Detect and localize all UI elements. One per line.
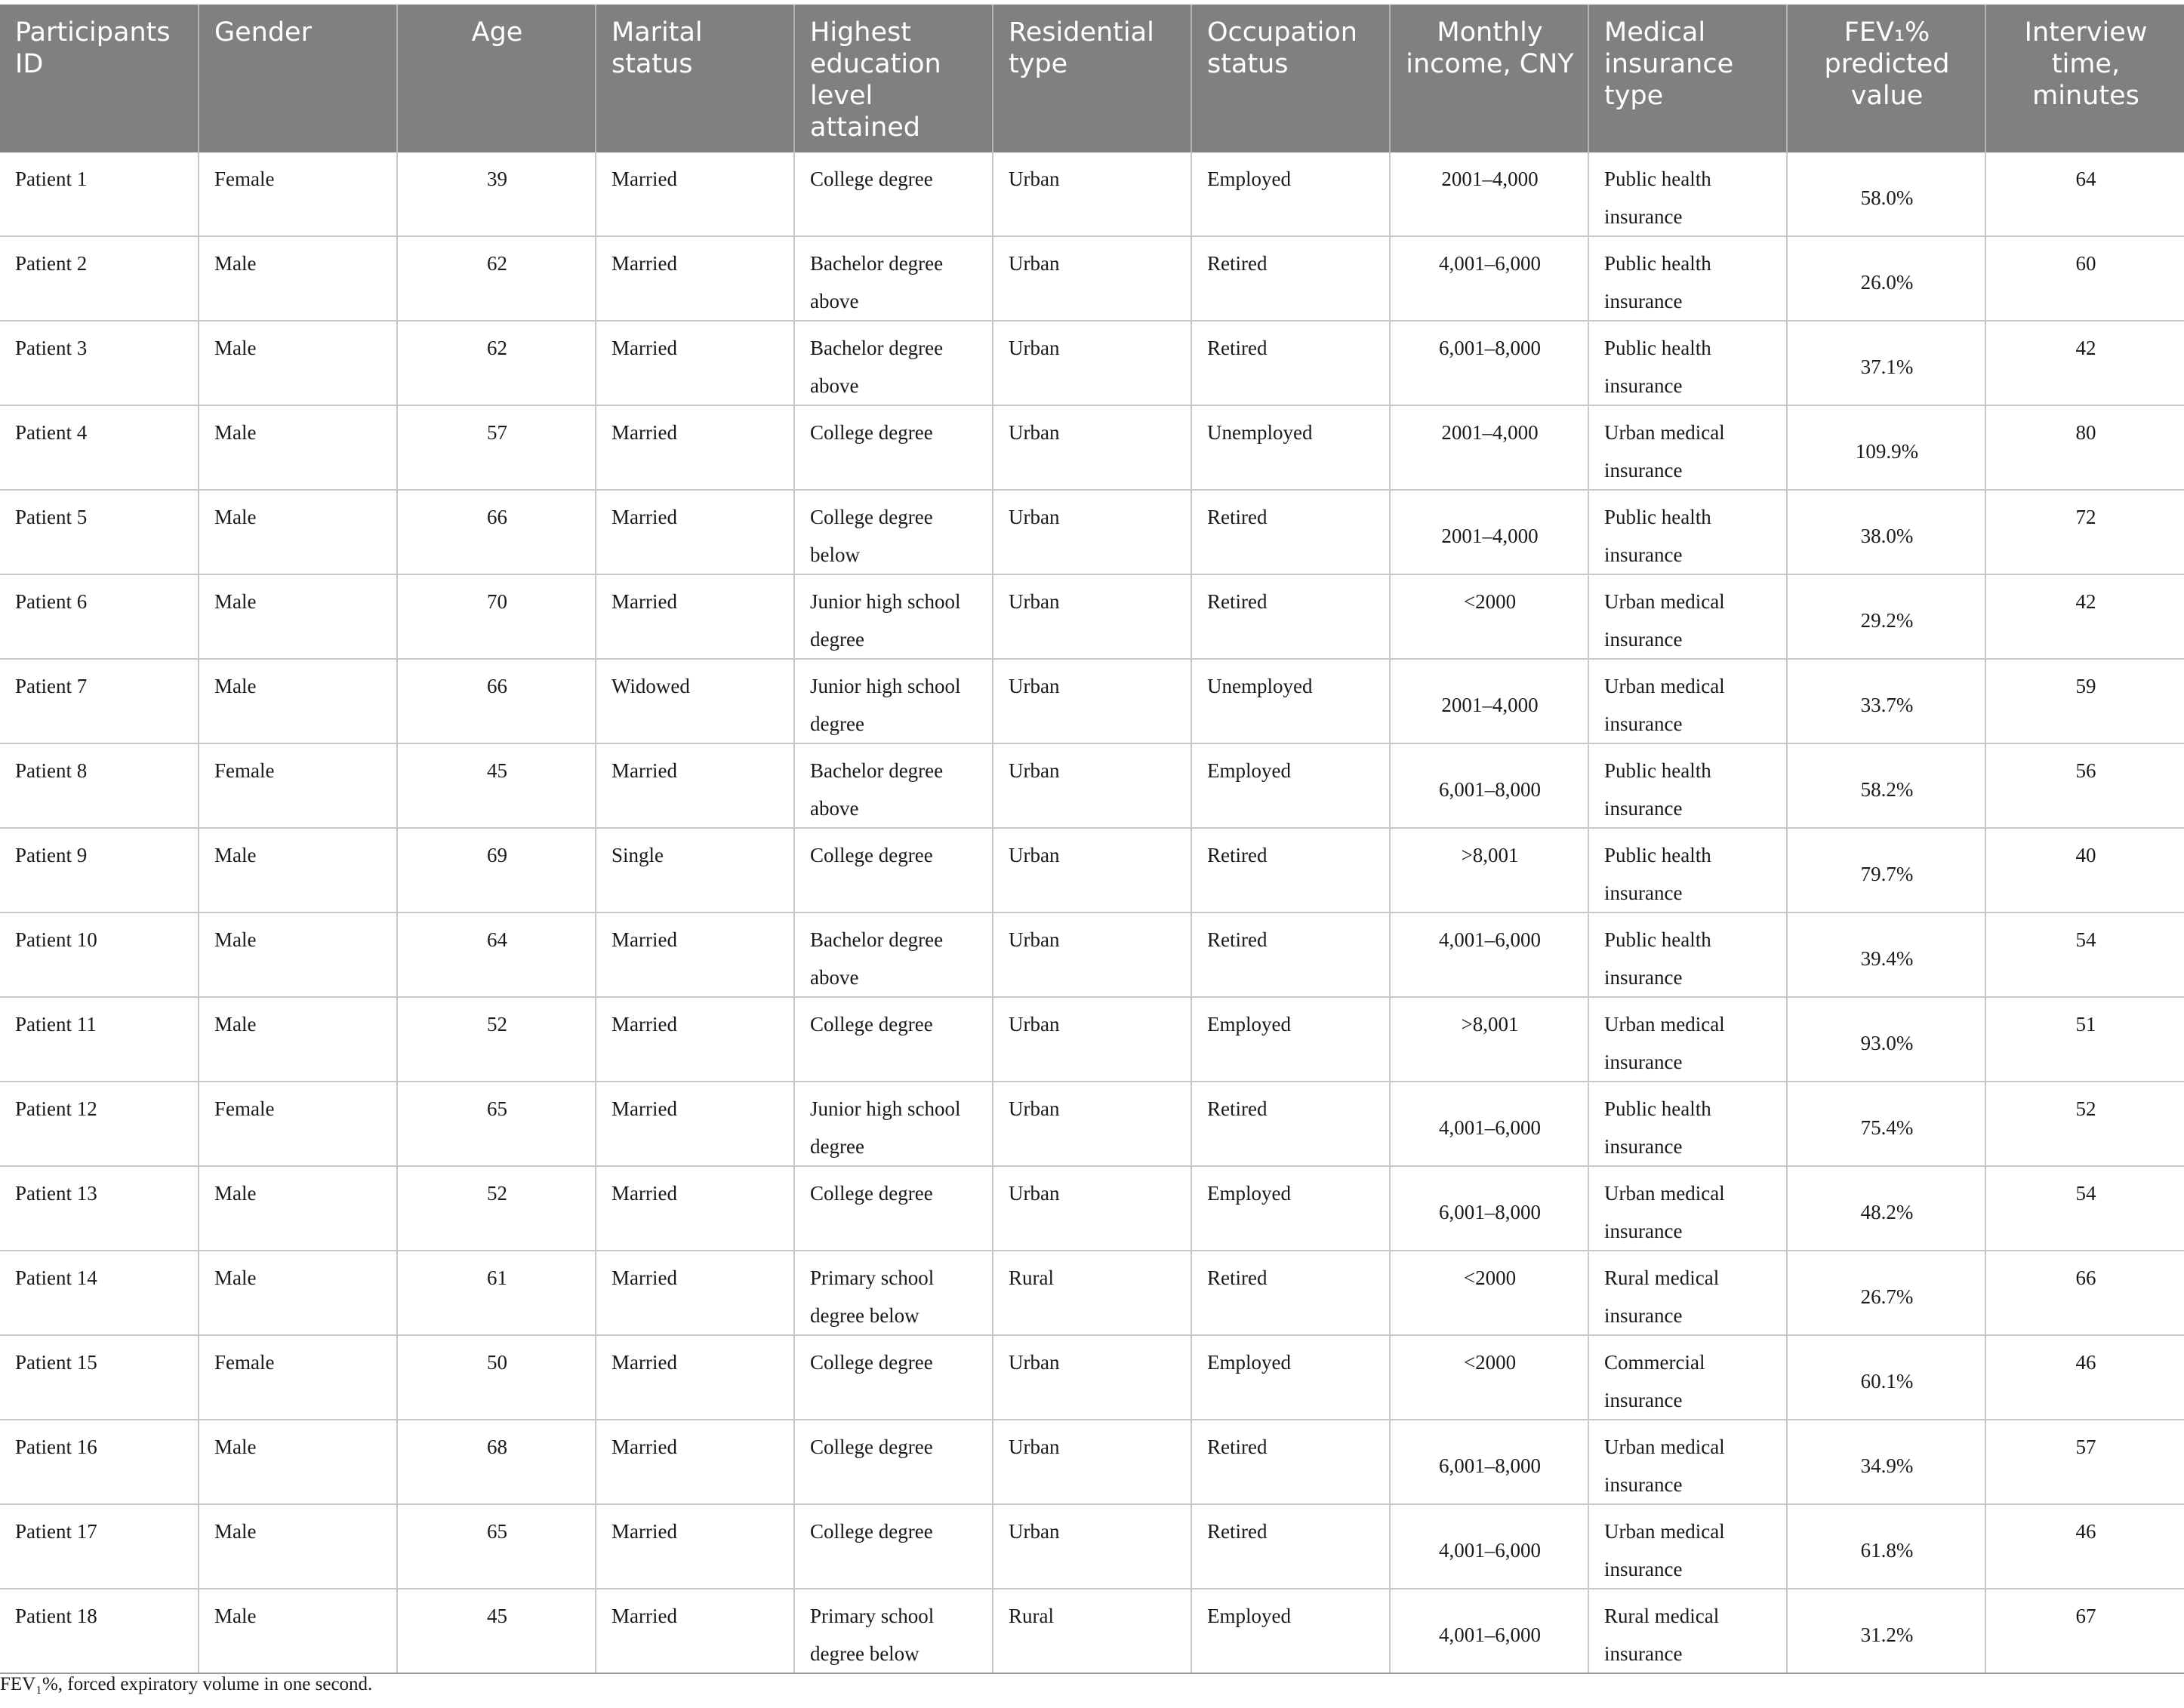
cell-fev1-predicted: 37.1%	[1787, 321, 1985, 405]
header-interview-time: Interview time, minutes	[1985, 5, 2184, 152]
cell-medical-insurance: Public health insurance	[1588, 912, 1787, 997]
cell-gender: Male	[199, 1166, 397, 1251]
cell-interview-time: 66	[1985, 1251, 2184, 1335]
table-container	[0, 5, 2184, 1674]
cell-medical-insurance: Public health insurance	[1588, 152, 1787, 236]
cell-fev1-predicted: 79.7%	[1787, 828, 1985, 912]
cell-fev1-predicted: 48.2%	[1787, 1166, 1985, 1251]
cell-residential-type: Urban	[993, 152, 1191, 236]
cell-age: 62	[397, 321, 596, 405]
cell-fev1-predicted: 109.9%	[1787, 405, 1985, 490]
cell-gender: Male	[199, 405, 397, 490]
table-row	[0, 912, 2184, 997]
cell-gender: Male	[199, 1251, 397, 1335]
table-row	[0, 743, 2184, 828]
cell-education: College degree below	[794, 490, 993, 574]
cell-participant-id: Patient 8	[0, 743, 199, 828]
cell-medical-insurance: Urban medical insurance	[1588, 1420, 1787, 1504]
table-row	[0, 490, 2184, 574]
cell-monthly-income: 4,001–6,000	[1390, 236, 1588, 321]
cell-marital-status: Married	[596, 743, 794, 828]
cell-age: 65	[397, 1504, 596, 1589]
cell-residential-type: Urban	[993, 997, 1191, 1082]
cell-interview-time: 52	[1985, 1082, 2184, 1166]
cell-marital-status: Married	[596, 152, 794, 236]
cell-participant-id: Patient 18	[0, 1589, 199, 1673]
cell-education: College degree	[794, 405, 993, 490]
cell-participant-id: Patient 3	[0, 321, 199, 405]
header-row	[0, 5, 2184, 152]
cell-gender: Male	[199, 997, 397, 1082]
cell-education: College degree	[794, 1504, 993, 1589]
cell-participant-id: Patient 12	[0, 1082, 199, 1166]
cell-monthly-income: 6,001–8,000	[1390, 743, 1588, 828]
cell-education: Primary school degree below	[794, 1251, 993, 1335]
cell-education: College degree	[794, 1166, 993, 1251]
cell-education: College degree	[794, 152, 993, 236]
cell-occupation-status: Retired	[1191, 1251, 1390, 1335]
table-row	[0, 321, 2184, 405]
table-row	[0, 1335, 2184, 1420]
cell-marital-status: Married	[596, 490, 794, 574]
table-row	[0, 1504, 2184, 1589]
cell-education: Bachelor degree above	[794, 236, 993, 321]
cell-occupation-status: Retired	[1191, 1082, 1390, 1166]
cell-residential-type: Urban	[993, 574, 1191, 659]
cell-residential-type: Urban	[993, 828, 1191, 912]
table-row	[0, 1082, 2184, 1166]
cell-participant-id: Patient 14	[0, 1251, 199, 1335]
cell-occupation-status: Retired	[1191, 236, 1390, 321]
cell-fev1-predicted: 75.4%	[1787, 1082, 1985, 1166]
cell-interview-time: 42	[1985, 574, 2184, 659]
cell-medical-insurance: Urban medical insurance	[1588, 1166, 1787, 1251]
cell-education: Primary school degree below	[794, 1589, 993, 1673]
cell-monthly-income: >8,001	[1390, 828, 1588, 912]
cell-participant-id: Patient 15	[0, 1335, 199, 1420]
cell-education: College degree	[794, 828, 993, 912]
table-row	[0, 1589, 2184, 1673]
cell-monthly-income: 2001–4,000	[1390, 659, 1588, 743]
cell-medical-insurance: Public health insurance	[1588, 236, 1787, 321]
header-marital-status: Marital status	[596, 5, 794, 152]
cell-monthly-income: <2000	[1390, 574, 1588, 659]
cell-interview-time: 56	[1985, 743, 2184, 828]
cell-medical-insurance: Urban medical insurance	[1588, 1504, 1787, 1589]
cell-interview-time: 64	[1985, 152, 2184, 236]
cell-participant-id: Patient 9	[0, 828, 199, 912]
table-row	[0, 574, 2184, 659]
cell-residential-type: Urban	[993, 1166, 1191, 1251]
cell-marital-status: Married	[596, 1420, 794, 1504]
cell-interview-time: 72	[1985, 490, 2184, 574]
table-row	[0, 828, 2184, 912]
cell-gender: Male	[199, 1589, 397, 1673]
cell-participant-id: Patient 2	[0, 236, 199, 321]
cell-fev1-predicted: 26.0%	[1787, 236, 1985, 321]
cell-education: Junior high school degree	[794, 1082, 993, 1166]
cell-occupation-status: Employed	[1191, 152, 1390, 236]
cell-age: 45	[397, 743, 596, 828]
cell-age: 57	[397, 405, 596, 490]
cell-fev1-predicted: 29.2%	[1787, 574, 1985, 659]
cell-education: Junior high school degree	[794, 574, 993, 659]
participants-table	[0, 5, 2184, 1674]
cell-occupation-status: Retired	[1191, 912, 1390, 997]
cell-education: Bachelor degree above	[794, 743, 993, 828]
cell-gender: Female	[199, 1335, 397, 1420]
cell-age: 64	[397, 912, 596, 997]
cell-monthly-income: <2000	[1390, 1251, 1588, 1335]
cell-fev1-predicted: 58.2%	[1787, 743, 1985, 828]
cell-age: 50	[397, 1335, 596, 1420]
cell-interview-time: 40	[1985, 828, 2184, 912]
header-occupation-status: Occupation status	[1191, 5, 1390, 152]
table-row	[0, 659, 2184, 743]
cell-occupation-status: Unemployed	[1191, 405, 1390, 490]
table-footnote: FEV₁%, forced expiratory volume in one second.	[0, 1674, 373, 1694]
cell-residential-type: Urban	[993, 743, 1191, 828]
header-age: Age	[397, 5, 596, 152]
cell-monthly-income: 4,001–6,000	[1390, 1504, 1588, 1589]
cell-occupation-status: Retired	[1191, 1420, 1390, 1504]
cell-interview-time: 46	[1985, 1335, 2184, 1420]
cell-residential-type: Urban	[993, 490, 1191, 574]
cell-age: 52	[397, 997, 596, 1082]
cell-age: 65	[397, 1082, 596, 1166]
cell-fev1-predicted: 33.7%	[1787, 659, 1985, 743]
cell-age: 68	[397, 1420, 596, 1504]
cell-fev1-predicted: 31.2%	[1787, 1589, 1985, 1673]
cell-age: 62	[397, 236, 596, 321]
cell-monthly-income: >8,001	[1390, 997, 1588, 1082]
cell-gender: Female	[199, 1082, 397, 1166]
cell-occupation-status: Unemployed	[1191, 659, 1390, 743]
cell-monthly-income: 4,001–6,000	[1390, 1589, 1588, 1673]
cell-medical-insurance: Public health insurance	[1588, 490, 1787, 574]
cell-education: Bachelor degree above	[794, 912, 993, 997]
header-fev1-predicted: FEV₁% predicted value	[1787, 5, 1985, 152]
cell-interview-time: 67	[1985, 1589, 2184, 1673]
cell-occupation-status: Employed	[1191, 1589, 1390, 1673]
cell-fev1-predicted: 39.4%	[1787, 912, 1985, 997]
cell-interview-time: 80	[1985, 405, 2184, 490]
cell-education: College degree	[794, 1335, 993, 1420]
cell-medical-insurance: Public health insurance	[1588, 743, 1787, 828]
cell-interview-time: 60	[1985, 236, 2184, 321]
cell-gender: Male	[199, 659, 397, 743]
cell-marital-status: Married	[596, 1589, 794, 1673]
cell-marital-status: Married	[596, 405, 794, 490]
cell-occupation-status: Employed	[1191, 1166, 1390, 1251]
cell-gender: Male	[199, 236, 397, 321]
cell-medical-insurance: Public health insurance	[1588, 828, 1787, 912]
cell-medical-insurance: Rural medical insurance	[1588, 1251, 1787, 1335]
cell-monthly-income: 4,001–6,000	[1390, 912, 1588, 997]
cell-residential-type: Rural	[993, 1251, 1191, 1335]
cell-age: 70	[397, 574, 596, 659]
cell-interview-time: 51	[1985, 997, 2184, 1082]
cell-monthly-income: 2001–4,000	[1390, 405, 1588, 490]
table-row	[0, 236, 2184, 321]
table-row	[0, 1166, 2184, 1251]
cell-monthly-income: <2000	[1390, 1335, 1588, 1420]
cell-age: 66	[397, 490, 596, 574]
cell-fev1-predicted: 26.7%	[1787, 1251, 1985, 1335]
header-education: Highest education level attained	[794, 5, 993, 152]
cell-medical-insurance: Urban medical insurance	[1588, 405, 1787, 490]
cell-gender: Male	[199, 574, 397, 659]
cell-medical-insurance: Rural medical insurance	[1588, 1589, 1787, 1673]
cell-residential-type: Urban	[993, 912, 1191, 997]
cell-monthly-income: 6,001–8,000	[1390, 1420, 1588, 1504]
cell-marital-status: Married	[596, 1504, 794, 1589]
cell-residential-type: Urban	[993, 1504, 1191, 1589]
cell-fev1-predicted: 61.8%	[1787, 1504, 1985, 1589]
cell-participant-id: Patient 10	[0, 912, 199, 997]
cell-residential-type: Urban	[993, 405, 1191, 490]
cell-participant-id: Patient 13	[0, 1166, 199, 1251]
cell-fev1-predicted: 38.0%	[1787, 490, 1985, 574]
cell-participant-id: Patient 5	[0, 490, 199, 574]
cell-occupation-status: Retired	[1191, 1504, 1390, 1589]
cell-participant-id: Patient 11	[0, 997, 199, 1082]
cell-monthly-income: 4,001–6,000	[1390, 1082, 1588, 1166]
cell-fev1-predicted: 60.1%	[1787, 1335, 1985, 1420]
cell-participant-id: Patient 4	[0, 405, 199, 490]
cell-education: Junior high school degree	[794, 659, 993, 743]
cell-occupation-status: Retired	[1191, 574, 1390, 659]
cell-interview-time: 46	[1985, 1504, 2184, 1589]
cell-age: 69	[397, 828, 596, 912]
cell-medical-insurance: Urban medical insurance	[1588, 574, 1787, 659]
cell-residential-type: Urban	[993, 1420, 1191, 1504]
cell-marital-status: Married	[596, 997, 794, 1082]
cell-occupation-status: Retired	[1191, 321, 1390, 405]
cell-occupation-status: Employed	[1191, 1335, 1390, 1420]
table-body	[0, 152, 2184, 1673]
cell-participant-id: Patient 16	[0, 1420, 199, 1504]
cell-residential-type: Urban	[993, 1082, 1191, 1166]
cell-marital-status: Married	[596, 1166, 794, 1251]
cell-gender: Male	[199, 1504, 397, 1589]
table-row	[0, 152, 2184, 236]
cell-interview-time: 57	[1985, 1420, 2184, 1504]
table-row	[0, 1420, 2184, 1504]
cell-monthly-income: 2001–4,000	[1390, 152, 1588, 236]
cell-monthly-income: 2001–4,000	[1390, 490, 1588, 574]
cell-marital-status: Married	[596, 236, 794, 321]
cell-marital-status: Married	[596, 1335, 794, 1420]
cell-marital-status: Single	[596, 828, 794, 912]
cell-residential-type: Urban	[993, 1335, 1191, 1420]
cell-interview-time: 54	[1985, 1166, 2184, 1251]
cell-age: 66	[397, 659, 596, 743]
cell-gender: Female	[199, 743, 397, 828]
cell-occupation-status: Retired	[1191, 828, 1390, 912]
cell-age: 61	[397, 1251, 596, 1335]
cell-fev1-predicted: 34.9%	[1787, 1420, 1985, 1504]
header-medical-insurance: Medical insurance type	[1588, 5, 1787, 152]
cell-gender: Male	[199, 490, 397, 574]
cell-education: College degree	[794, 997, 993, 1082]
cell-residential-type: Urban	[993, 321, 1191, 405]
cell-occupation-status: Retired	[1191, 490, 1390, 574]
cell-participant-id: Patient 1	[0, 152, 199, 236]
cell-marital-status: Married	[596, 574, 794, 659]
cell-gender: Male	[199, 912, 397, 997]
cell-occupation-status: Employed	[1191, 743, 1390, 828]
cell-residential-type: Urban	[993, 236, 1191, 321]
table-row	[0, 997, 2184, 1082]
header-gender: Gender	[199, 5, 397, 152]
cell-residential-type: Rural	[993, 1589, 1191, 1673]
cell-fev1-predicted: 93.0%	[1787, 997, 1985, 1082]
cell-monthly-income: 6,001–8,000	[1390, 321, 1588, 405]
cell-marital-status: Married	[596, 1082, 794, 1166]
cell-participant-id: Patient 17	[0, 1504, 199, 1589]
cell-medical-insurance: Public health insurance	[1588, 1082, 1787, 1166]
cell-participant-id: Patient 6	[0, 574, 199, 659]
cell-marital-status: Married	[596, 912, 794, 997]
cell-fev1-predicted: 58.0%	[1787, 152, 1985, 236]
header-monthly-income: Monthly income, CNY	[1390, 5, 1588, 152]
cell-marital-status: Married	[596, 1251, 794, 1335]
cell-gender: Female	[199, 152, 397, 236]
cell-interview-time: 59	[1985, 659, 2184, 743]
cell-marital-status: Married	[596, 321, 794, 405]
cell-interview-time: 54	[1985, 912, 2184, 997]
cell-education: Bachelor degree above	[794, 321, 993, 405]
cell-residential-type: Urban	[993, 659, 1191, 743]
cell-medical-insurance: Public health insurance	[1588, 321, 1787, 405]
cell-occupation-status: Employed	[1191, 997, 1390, 1082]
cell-medical-insurance: Urban medical insurance	[1588, 997, 1787, 1082]
cell-gender: Male	[199, 828, 397, 912]
table-row	[0, 1251, 2184, 1335]
cell-marital-status: Widowed	[596, 659, 794, 743]
cell-medical-insurance: Commercial insurance	[1588, 1335, 1787, 1420]
table-row	[0, 405, 2184, 490]
header-residential-type: Residential type	[993, 5, 1191, 152]
cell-age: 39	[397, 152, 596, 236]
header-participants-id: Participants ID	[0, 5, 199, 152]
cell-age: 45	[397, 1589, 596, 1673]
cell-education: College degree	[794, 1420, 993, 1504]
cell-monthly-income: 6,001–8,000	[1390, 1166, 1588, 1251]
cell-gender: Male	[199, 1420, 397, 1504]
cell-gender: Male	[199, 321, 397, 405]
cell-age: 52	[397, 1166, 596, 1251]
cell-medical-insurance: Urban medical insurance	[1588, 659, 1787, 743]
cell-participant-id: Patient 7	[0, 659, 199, 743]
cell-interview-time: 42	[1985, 321, 2184, 405]
